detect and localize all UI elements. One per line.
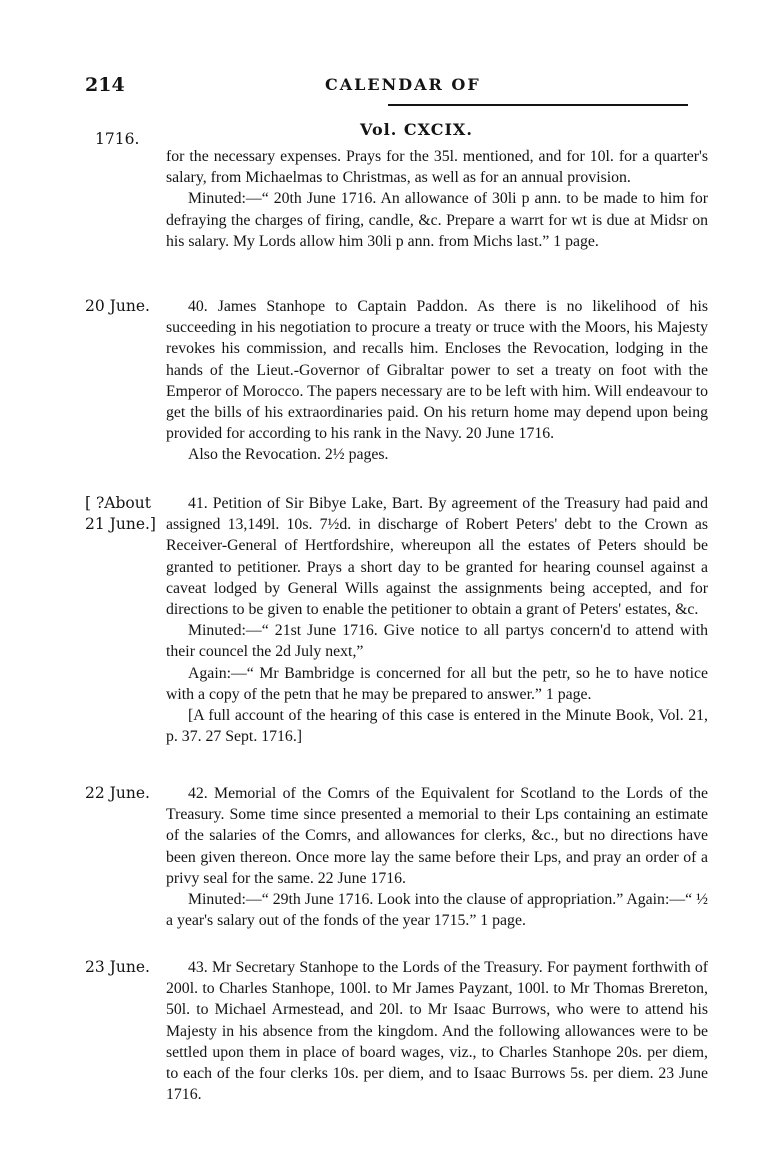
paragraph: for the necessary expenses. Prays for the 35l. mentioned, and for 10l. for a quarter's salary, from Michaelmas to Christmas, as well as for an annual provision.: [166, 148, 708, 187]
paragraph: Minuted:—“ 20th June 1716. An allowance of 30li p ann. to be made to him for defraying the charges of firing, candle, &c. Prepare a warrt for wt is due at Midsr on his salary. My Lords allow him 30li p ann. from Michs last.” 1 page.: [166, 190, 708, 250]
paragraph: Also the Revocation. 2½ pages.: [188, 446, 389, 464]
paragraph: 40. James Stanhope to Captain Paddon. As there is no likelihood of his succeeding in his negotiation to procure a treaty or truce with the Moors, his Majesty revokes his commission, and recalls him. Encloses the Revocation, lodging in the hands of the Lieut.-Governor of Gibraltar power to set a treaty on foot with the Emperor of Morocco. The papers necessary are to be left with him. Will endeavour to get the bills of his extraordinaries paid. On his return home may depend upon being provided for according to his rank in the Navy. 20 June 1716.: [166, 298, 708, 443]
page-number: 214: [85, 74, 125, 96]
entry-body: [166, 296, 708, 466]
running-title: CALENDAR OF: [325, 75, 481, 94]
date-line: [ ?About: [85, 494, 151, 512]
page-header: [0, 0, 768, 112]
year-margin: 1716.: [95, 130, 140, 148]
date-line: 20 June.: [85, 297, 150, 315]
date-line: 23 June.: [85, 958, 150, 976]
header-rule: [388, 104, 688, 106]
paragraph: [A full account of the hearing of this case is entered in the Minute Book, Vol. 21, p. 37. 27 Sept. 1716.]: [166, 707, 708, 746]
entry-body: [166, 146, 708, 252]
paragraph: Minuted:—“ 21st June 1716. Give notice to all partys concern'd to attend with their councel the 2d July next,”: [166, 622, 708, 661]
paragraph: 43. Mr Secretary Stanhope to the Lords of the Treasury. For payment forthwith of 200l. to Charles Stanhope, 100l. to Mr James Payzant, 100l. to Mr Thomas Brereton, 50l. to Michael Armestead, and 20l. to Mr Isaac Burrows, who were to attend his Majesty in his absence from the kingdom. And the following allowances were to be settled upon them in place of board wages, viz., to Charles Stanhope 20s. per diem, to each of the four clerks 10s. per diem, and to Isaac Burrows 5s. per diem. 23 June 1716.: [166, 959, 708, 1104]
margin-date: [85, 493, 165, 535]
entry-body: [166, 957, 708, 1105]
paragraph: Minuted:—“ 29th June 1716. Look into the clause of appropriation.” Again:—“ ½ a year's salary out of the fonds of the year 1715.” 1 page.: [166, 891, 708, 930]
paragraph: 42. Memorial of the Comrs of the Equivalent for Scotland to the Lords of the Treasury. Some time since presented a memorial to their Lps containing an estimate of the salaries of the Comrs, and allowances for clerks, &c., but no directions have been given thereon. Once more lay the same before their Lps, and pray an order of a privy seal for the same. 22 June 1716.: [166, 785, 708, 887]
volume-heading: Vol. CXCIX.: [360, 120, 473, 139]
margin-date: [85, 296, 165, 317]
entry-body: [166, 783, 708, 931]
margin-date: [85, 957, 165, 978]
entry-body: [166, 493, 708, 747]
paragraph: Again:—“ Mr Bambridge is concerned for all but the petr, so he to have notice with a copy of the petn that he may be prepared to answer.” 1 page.: [166, 664, 708, 703]
date-line: 21 June.]: [85, 515, 156, 534]
margin-date: [85, 783, 165, 804]
paragraph: 41. Petition of Sir Bibye Lake, Bart. By agreement of the Treasury had paid and assigned 13,149l. 10s. 7½d. in discharge of Robert Peters' debt to the Crown as Receiver-General of Hertfordshire, whereupon all the estates of Peters should be granted to petitioner. Prays a short day to be granted for hearing counsel against a caveat lodged by General Wills against the assignments being accepted, and for directions to be given to enable the petitioner to obtain a grant of Peters' estates, &c.: [166, 495, 708, 619]
date-line: 22 June.: [85, 784, 150, 802]
